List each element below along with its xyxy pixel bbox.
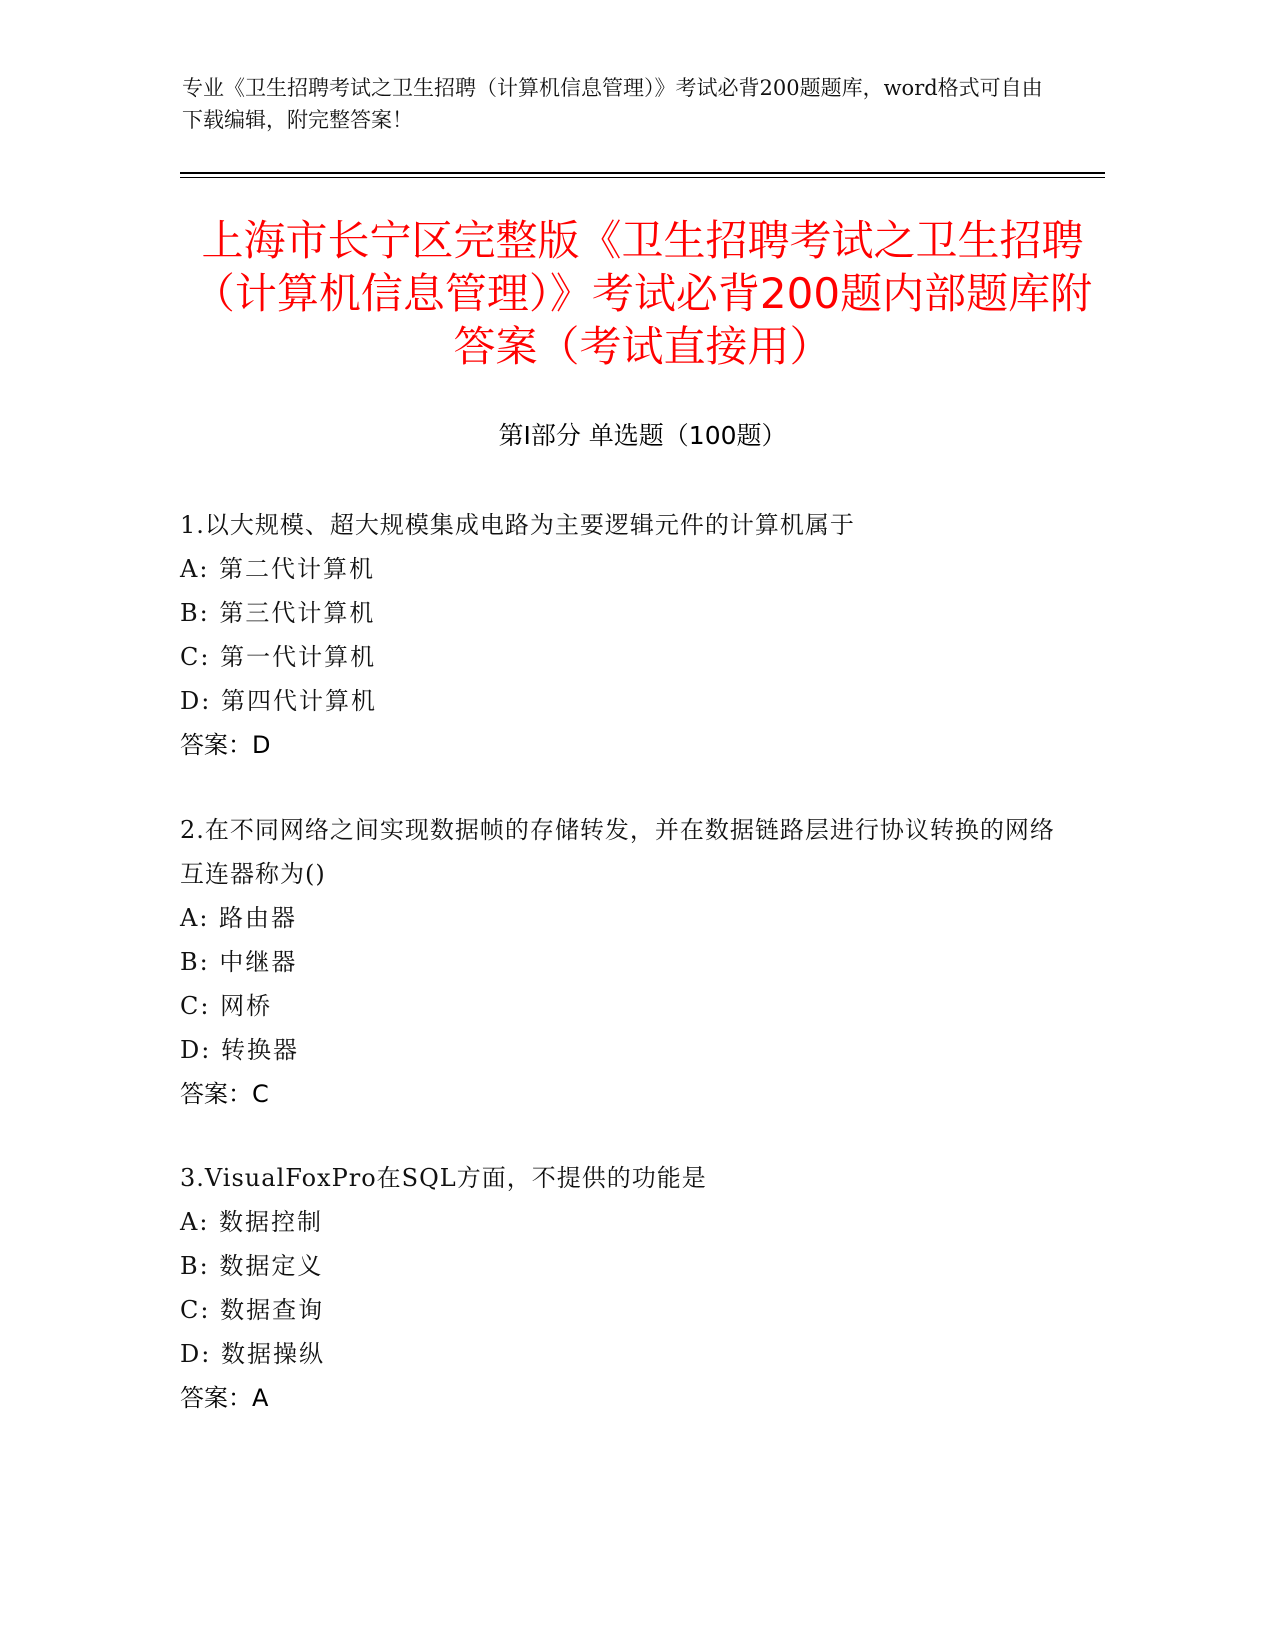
option-a: A: 第二代计算机 (180, 555, 376, 583)
option-b: B: 数据定义 (180, 1252, 324, 1280)
option-c: C: 第一代计算机 (180, 643, 377, 671)
option-d: D: 第四代计算机 (180, 687, 377, 715)
question-item (180, 1156, 1060, 1420)
option-b: B: 中继器 (180, 948, 298, 976)
document-title: 上海市长宁区完整版《卫生招聘考试之卫生招聘（计算机信息管理）》考试必背200题内部题库附答案（考试直接用） (192, 216, 1093, 371)
option-d: D: 转换器 (180, 1036, 299, 1064)
header-divider-thick (180, 172, 1105, 174)
option-a: A: 路由器 (180, 904, 298, 932)
answer: 答案：A (180, 1384, 269, 1412)
question-item (180, 808, 1060, 1116)
answer: 答案：D (180, 731, 271, 759)
question-stem: 1.以大规模、超大规模集成电路为主要逻辑元件的计算机属于 (180, 511, 855, 539)
option-c: C: 网桥 (180, 992, 273, 1020)
option-c: C: 数据查询 (180, 1296, 325, 1324)
question-item (180, 503, 1060, 767)
option-b: B: 第三代计算机 (180, 599, 376, 627)
question-stem: 2.在不同网络之间实现数据帧的存储转发，并在数据链路层进行协议转换的网络互连器称为() (180, 816, 1055, 888)
header-note: 专业《卫生招聘考试之卫生招聘（计算机信息管理）》考试必背200题题库，word格式可自由下载编辑，附完整答案！ (182, 76, 1043, 132)
answer: 答案：C (180, 1080, 269, 1108)
option-d: D: 数据操纵 (180, 1340, 325, 1368)
header-divider-thin (180, 177, 1105, 178)
section-title: 第Ⅰ部分 单选题（100题） (498, 421, 787, 450)
option-a: A: 数据控制 (180, 1208, 324, 1236)
question-stem: 3.VisualFoxPro在SQL方面，不提供的功能是 (180, 1164, 707, 1192)
